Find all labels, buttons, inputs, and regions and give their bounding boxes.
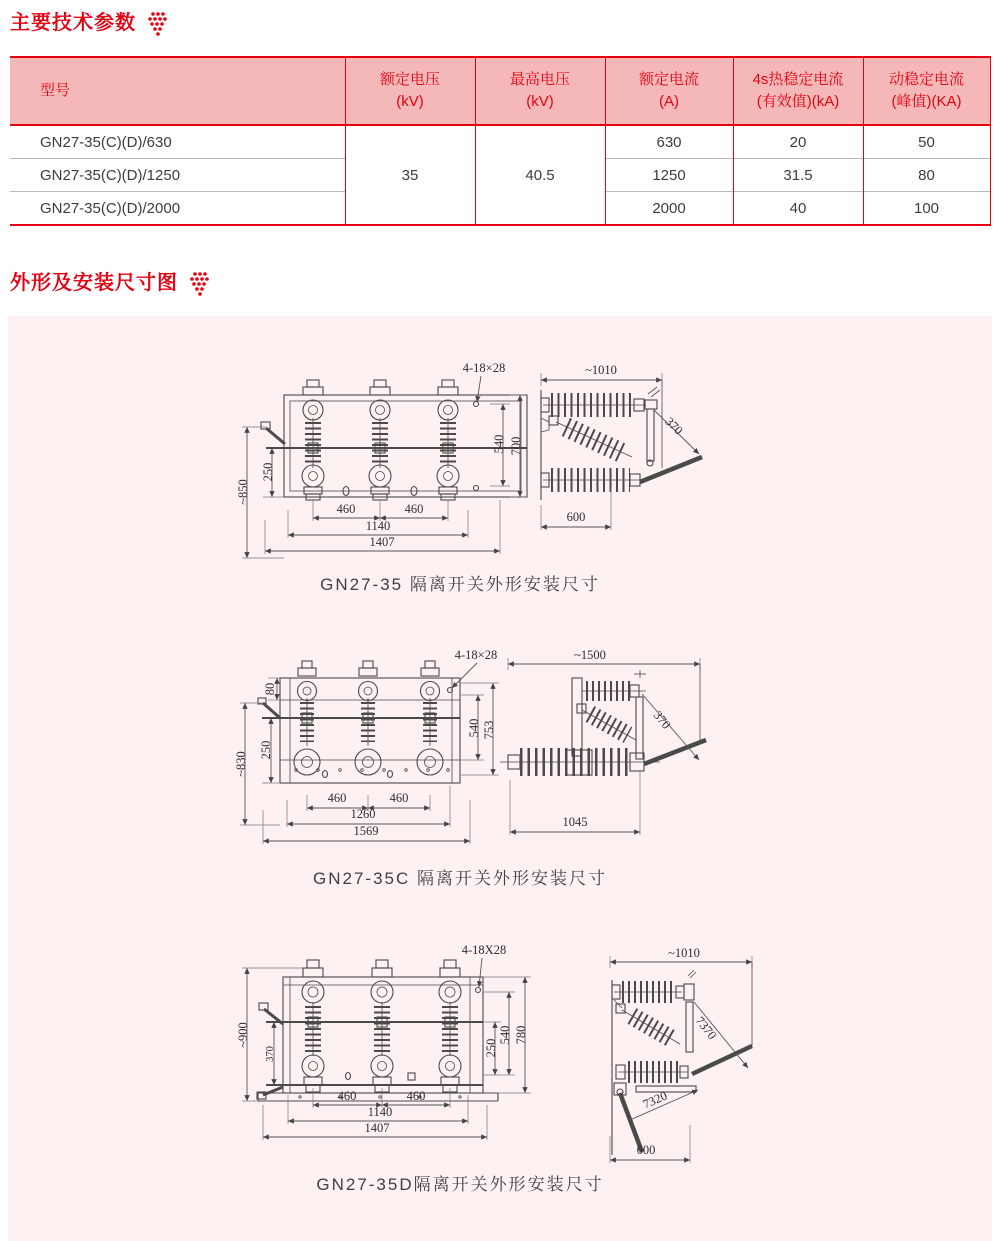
figure-gn27-35-drawing [0,360,1000,572]
dim-label: 1140 [367,1105,393,1119]
section-title-text: 主要技术参数 [10,12,136,34]
figure-gn27-35d-drawing [0,940,1000,1172]
dim-label: ~1010 [585,363,617,377]
dim-label: 1260 [350,807,376,821]
dim-label: 80 [263,682,277,696]
pole-assembly [371,960,393,1092]
front-view [236,361,527,558]
cell-current: 630 [605,125,733,159]
side-view [610,946,752,1163]
cell-dynamic: 100 [863,192,990,226]
side-view [500,648,706,835]
dim-label: 1140 [365,519,391,533]
dim-label: 7320 [640,1088,670,1112]
header-rated-current: 额定电流 (A) [605,57,733,125]
section-title-dimensions [10,266,211,297]
dim-label: ~1010 [668,946,700,960]
dim-label: 250 [261,462,275,482]
dim-label: 460 [337,1089,357,1103]
pole-assembly [369,380,391,500]
cell-model: GN27-35(C)(D)/1250 [10,159,345,192]
header-rated-voltage: 额定电压 (kV) [345,57,475,125]
header-model: 型号 [10,57,345,125]
dim-label: 780 [514,1025,528,1045]
pole-assembly [439,960,461,1092]
dim-label: 1569 [353,824,379,838]
cell-max-voltage: 40.5 [475,125,605,225]
cell-thermal: 31.5 [733,159,863,192]
cell-current: 1250 [605,159,733,192]
dim-label: 370 [265,1046,276,1062]
parameters-table [10,56,991,226]
dim-label: 4-18X28 [461,943,507,957]
front-view [234,648,499,844]
dim-label: ~900 [236,1022,250,1048]
header-dynamic-current: 动稳定电流 (峰值)(KA) [863,57,990,125]
red-dots-icon [185,271,211,297]
dim-label: 250 [484,1038,498,1058]
dim-label: ~850 [236,479,250,505]
dim-label: 460 [336,502,356,516]
dim-label: 753 [482,720,496,740]
section-title-parameters [10,6,169,37]
dim-label: 600 [636,1143,656,1157]
dim-label: 460 [327,791,347,805]
front-view [236,943,531,1140]
cell-rated-voltage: 35 [345,125,475,225]
cell-thermal: 20 [733,125,863,159]
dim-label: 250 [259,740,273,760]
dim-label: 540 [498,1025,512,1045]
table-header-row [10,57,990,125]
dim-label: 7370 [692,1013,720,1043]
dim-label: 460 [389,791,409,805]
red-dots-icon [143,11,169,37]
pole-assembly [302,960,324,1092]
cell-dynamic: 50 [863,125,990,159]
figure-gn27-35c-drawing [0,650,1000,864]
dim-label: 1407 [369,535,395,549]
section-title-text: 外形及安装尺寸图 [10,272,178,294]
cell-current: 2000 [605,192,733,226]
pole-assembly [437,380,459,500]
dim-label: 1407 [364,1121,390,1135]
dim-label: 4-18×28 [454,648,498,662]
dim-label: 540 [467,718,481,738]
side-view [541,363,702,530]
dim-label: 4-18×28 [462,361,506,375]
dim-label: ~830 [234,751,248,777]
dim-label: 460 [404,502,424,516]
header-max-voltage: 最高电压 (kV) [475,57,605,125]
dim-label: 540 [492,434,506,454]
figure-caption: GN27-35D隔离开关外形安装尺寸 [316,1175,604,1194]
dim-label: 370 [662,414,686,438]
dim-label: ~1500 [574,648,606,662]
dim-label: 600 [566,510,586,524]
cell-thermal: 40 [733,192,863,226]
cell-model: GN27-35(C)(D)/630 [10,125,345,159]
dim-label: 700 [509,436,523,456]
figure-caption: GN27-35 隔离开关外形安装尺寸 [320,575,600,594]
pole-assembly [302,380,324,500]
dim-label: 1045 [562,815,588,829]
header-thermal-current: 4s热稳定电流 (有效值)(kA) [733,57,863,125]
figure-caption: GN27-35C 隔离开关外形安装尺寸 [313,869,607,888]
cell-model: GN27-35(C)(D)/2000 [10,192,345,226]
table-row [10,125,990,159]
dim-label: 370 [650,708,674,732]
dim-label: 460 [406,1089,426,1103]
cell-dynamic: 80 [863,159,990,192]
